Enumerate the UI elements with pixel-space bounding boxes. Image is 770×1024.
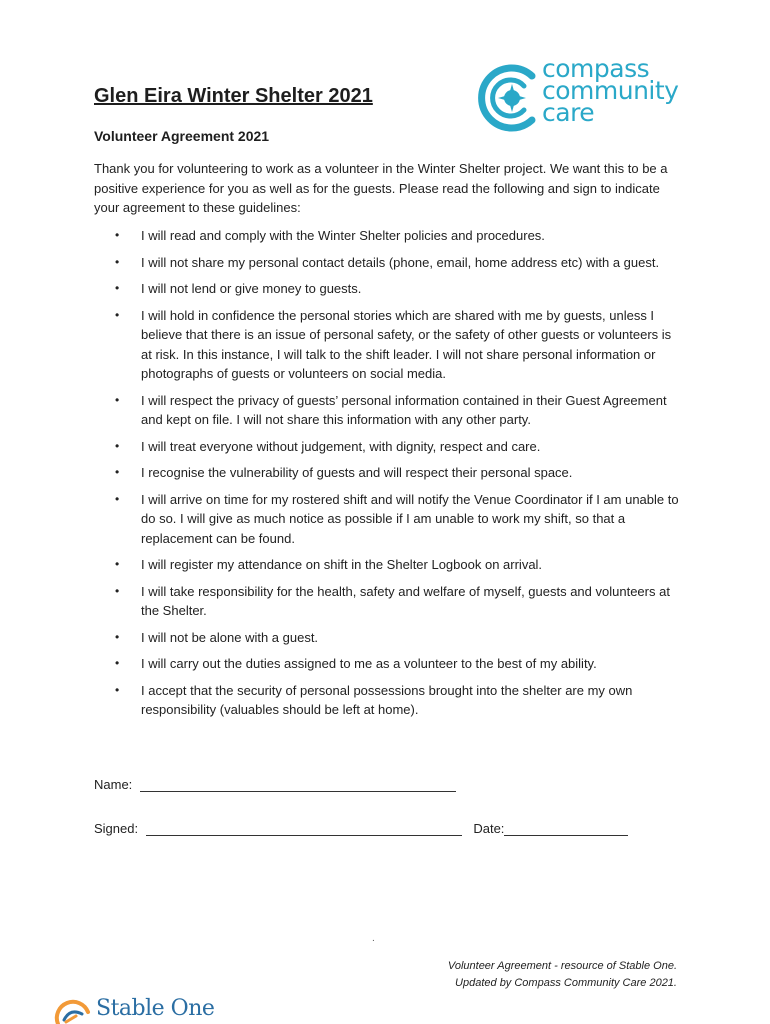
name-field[interactable] xyxy=(140,777,456,792)
bullet-icon: • xyxy=(115,254,120,269)
name-label: Name: xyxy=(94,777,133,792)
logo-word-community: community xyxy=(542,76,679,105)
guideline-text: I will hold in confidence the personal stories which are shared with me by guests, unless I believe that there is an issue of personal safety, or the safety of other guests or volunteers is at risk. In this instance, I will talk to the shift leader. I will not share personal information or photographs of guests or volunteers on social media. xyxy=(141,307,672,381)
compass-logo-text xyxy=(542,54,679,127)
guideline-text: I will respect the privacy of guests’ personal information contained in their Guest Agreement and kept on file. I will not share this information with any other party. xyxy=(141,392,667,427)
bullet-icon: • xyxy=(115,583,120,598)
list-item xyxy=(110,681,680,720)
stable-one-logo-icon xyxy=(52,994,92,1024)
list-item xyxy=(110,391,680,430)
stable-one-logo xyxy=(52,994,222,1024)
guidelines-list xyxy=(110,226,680,727)
list-item xyxy=(110,226,680,246)
bullet-icon: • xyxy=(115,629,120,644)
list-item xyxy=(110,555,680,575)
name-field-row xyxy=(94,777,456,792)
list-item xyxy=(110,628,680,648)
bullet-icon: • xyxy=(115,307,120,322)
guideline-text: I will not share my personal contact details (phone, email, home address etc) with a guest. xyxy=(141,254,660,270)
guideline-text: I accept that the security of personal possessions brought into the shelter are my own responsibility (valuables should be left at home). xyxy=(141,682,633,717)
bullet-icon: • xyxy=(115,281,120,295)
list-item xyxy=(110,582,680,621)
guideline-text: I will arrive on time for my rostered shift and will notify the Venue Coordinator if I am unable to do so. I will give as much notice as possible if I am unable to work my shift, so that a replacement can be found. xyxy=(141,491,679,546)
guideline-text: I recognise the vulnerability of guests and will respect their personal space. xyxy=(141,465,573,480)
list-item xyxy=(110,279,680,299)
stable-one-text: Stable One xyxy=(96,996,215,1021)
compass-logo-icon xyxy=(474,62,540,134)
date-label: Date: xyxy=(473,821,505,836)
logo-word-compass: compass xyxy=(542,54,650,83)
intro-paragraph: Thank you for volunteering to work as a volunteer in the Winter Shelter project. We want this to be a positive experience for you as well as for the guests. Please read the following and sign to indicate your agreement to these guidelines: xyxy=(94,161,668,215)
guideline-text: I will treat everyone without judgement, with dignity, respect and care. xyxy=(141,438,541,454)
signature-date-row xyxy=(94,821,628,836)
footer-line-1: Volunteer Agreement - resource of Stable One. xyxy=(447,960,677,972)
guideline-text: I will not be alone with a guest. xyxy=(141,629,319,645)
bullet-icon: • xyxy=(115,392,120,407)
bullet-icon: • xyxy=(115,656,120,670)
footer-note xyxy=(448,958,677,992)
list-item xyxy=(110,306,680,384)
list-item xyxy=(110,490,680,549)
bullet-icon: • xyxy=(115,682,120,697)
bullet-icon: • xyxy=(115,557,120,571)
page-marker: . xyxy=(372,933,375,944)
logo-word-care: care xyxy=(542,98,595,127)
bullet-icon: • xyxy=(115,438,120,453)
guideline-text: I will not lend or give money to guests. xyxy=(141,281,362,296)
list-item xyxy=(110,253,680,273)
page-title: Glen Eira Winter Shelter 2021 xyxy=(94,85,373,107)
guideline-text: I will register my attendance on shift in the Shelter Logbook on arrival. xyxy=(141,557,543,572)
signed-label: Signed: xyxy=(94,821,139,836)
bullet-icon: • xyxy=(115,465,120,479)
guideline-text: I will take responsibility for the health, safety and welfare of myself, guests and volunteers at the Shelter. xyxy=(141,583,670,618)
footer-line-2: Updated by Compass Community Care 2021. xyxy=(455,977,677,989)
bullet-icon: • xyxy=(115,491,120,506)
bullet-icon: • xyxy=(115,228,120,242)
compass-community-care-logo xyxy=(474,54,704,134)
signature-field[interactable] xyxy=(146,821,462,836)
date-field[interactable] xyxy=(504,821,628,836)
guideline-text: I will carry out the duties assigned to me as a volunteer to the best of my ability. xyxy=(141,656,597,671)
list-item xyxy=(110,463,680,483)
document-subtitle: Volunteer Agreement 2021 xyxy=(94,128,270,144)
guideline-text: I will read and comply with the Winter Shelter policies and procedures. xyxy=(141,228,545,243)
list-item xyxy=(110,654,680,674)
list-item xyxy=(110,437,680,457)
